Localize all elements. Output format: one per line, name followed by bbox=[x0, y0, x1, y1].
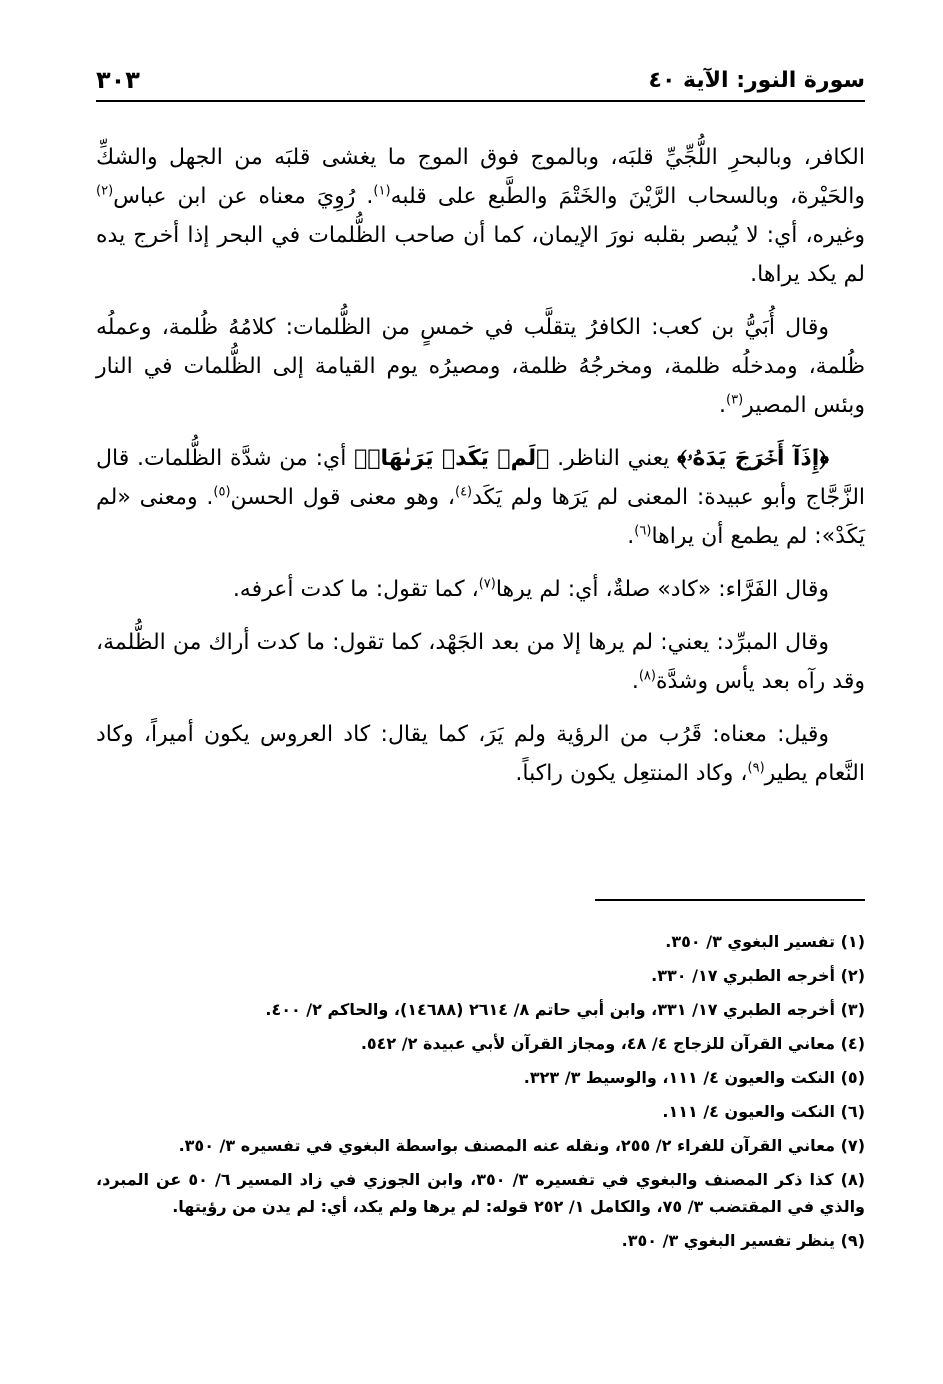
paragraph-3-text-d: . ومعنى «لم يَكَدْ»: لم يطمع أن يراها bbox=[96, 485, 865, 549]
paragraph-1-text-c: وغيره، أي: لا يُبصر بقلبه نورَ الإيمان، كما أن صاحب الظُّلمات في البحر إذا أخرج يده لم يكد يراها. bbox=[96, 223, 865, 287]
footnote-1: (١) تفسير البغوي ٣/ ٣٥٠. bbox=[665, 932, 865, 951]
paragraph-1-text-b: . رُوِيَ معناه عن ابن عباس bbox=[113, 184, 374, 209]
footnote-9: (٩) ينظر تفسير البغوي ٣/ ٣٥٠. bbox=[621, 1231, 865, 1250]
footnote-ref-6[interactable]: (٦) bbox=[634, 523, 652, 539]
footnote-5: (٥) النكت والعيون ٤/ ١١١، والوسيط ٣/ ٣٢٣. bbox=[523, 1068, 865, 1087]
running-header bbox=[96, 62, 865, 102]
quran-quote-2: ﴿لَمۡ يَكَدۡ يَرَىٰهَاۗ﴾ bbox=[354, 446, 550, 471]
paragraph-5-end: . bbox=[631, 669, 639, 694]
paragraph-4-text-a: وقال الفَرَّاء: «كاد» صلةٌ، أي: لم يرها bbox=[495, 577, 829, 602]
paragraph-3 bbox=[96, 439, 865, 556]
paragraph-1 bbox=[96, 138, 865, 294]
paragraph-3-end: . bbox=[627, 524, 635, 549]
paragraph-3-text-c: ، وهو معنى قول الحسن bbox=[230, 485, 455, 510]
footnotes bbox=[96, 928, 865, 1261]
paragraph-6-text-a: وقيل: معناه: قَرُب من الرؤية ولم يَرَ، كما يقال: كاد العروس يكون أميراً، وكاد النَّعام يطير bbox=[96, 722, 865, 786]
paragraph-5 bbox=[96, 623, 865, 701]
header-divider bbox=[96, 100, 865, 102]
paragraph-2-end: . bbox=[719, 393, 727, 418]
footnote-3: (٣) أخرجه الطبري ١٧/ ٣٣١، وابن أبي حاتم ٨/ ٢٦١٤ (١٤٦٨٨)، والحاكم ٢/ ٤٠٠. bbox=[265, 1000, 865, 1019]
paragraph-6 bbox=[96, 715, 865, 793]
paragraph-4 bbox=[96, 570, 865, 609]
header-title: سورة النور: الآية ٤٠ bbox=[648, 68, 865, 93]
footnote-ref-3[interactable]: (٣) bbox=[726, 392, 744, 408]
paragraph-2-text: وقال أُبَيُّ بن كعب: الكافرُ يتقلَّب في خمسٍ من الظُّلمات: كلامُهُ ظُلمة، وعملُه ظُلمة، ومدخلُه ظلمة، ومخرجُهُ ظلمة، ومصيرُه يوم القيامة إلى الظُّلمات في النار وبئس المصير bbox=[96, 315, 865, 418]
footnote-ref-7[interactable]: (٧) bbox=[478, 576, 496, 592]
footnote-ref-4[interactable]: (٤) bbox=[454, 484, 473, 500]
paragraph-5-text: وقال المبرِّد: يعني: لم يرها إلا من بعد الجَهْد، كما تقول: ما كدت أراك من الظُّلمة، وقد رآه بعد يأس وشدَّة bbox=[96, 630, 865, 694]
footnote-divider bbox=[595, 899, 865, 901]
paragraph-4-text-b: ، كما تقول: ما كدت أعرفه. bbox=[232, 577, 479, 602]
footnote-ref-5[interactable]: (٥) bbox=[213, 484, 231, 500]
paragraph-3-text-a: يعني الناظر. bbox=[549, 446, 678, 471]
footnote-7: (٧) معاني القرآن للفراء ٢/ ٢٥٥، ونقله عنه المصنف بواسطة البغوي في تفسيره ٣/ ٣٥٠. bbox=[178, 1136, 865, 1155]
footnote-ref-1[interactable]: (١) bbox=[373, 183, 391, 199]
paragraph-2 bbox=[96, 308, 865, 425]
footnote-2: (٢) أخرجه الطبري ١٧/ ٣٣٠. bbox=[651, 966, 865, 985]
main-text bbox=[96, 138, 865, 807]
quran-quote-1: ﴿إِذَآ أَخۡرَجَ يَدَهُۥ﴾ bbox=[677, 446, 829, 471]
footnote-ref-2[interactable]: (٢) bbox=[96, 183, 114, 199]
page-number: ٣٠٣ bbox=[96, 66, 140, 94]
paragraph-3-text-b: أي: من شدَّة الظُّلمات. قال الزَّجَّاج وأبو عبيدة: المعنى لم يَرَها ولم يَكَد bbox=[96, 446, 866, 510]
footnote-4: (٤) معاني القرآن للزجاج ٤/ ٤٨، ومجاز القرآن لأبي عبيدة ٢/ ٥٤٢. bbox=[360, 1034, 865, 1053]
paragraph-6-text-b: ، وكاد المنتعِل يكون راكباً. bbox=[515, 761, 748, 786]
footnote-ref-9[interactable]: (٩) bbox=[747, 760, 765, 776]
paragraph-1-text-a: الكافر، وبالبحرِ اللُّجِّيِّ قلبَه، وبالموج فوق الموج ما يغشى قلبَه من الجهل والشكِّ والحَيْرة، وبالسحاب الرَّيْنَ والخَتْمَ والطَّبع على قلبه bbox=[96, 145, 865, 209]
footnote-6: (٦) النكت والعيون ٤/ ١١١. bbox=[662, 1102, 865, 1121]
footnote-ref-8[interactable]: (٨) bbox=[638, 668, 656, 684]
footnote-8: (٨) كذا ذكر المصنف والبغوي في تفسيره ٣/ ٣٥٠، وابن الجوزي في زاد المسير ٦/ ٥٠ عن المبرد، والذي في المقتضب ٣/ ٧٥، والكامل ١/ ٢٥٢ قوله: لم يرها ولم يكد، أي: لم يدن من رؤيتها. bbox=[96, 1170, 866, 1216]
